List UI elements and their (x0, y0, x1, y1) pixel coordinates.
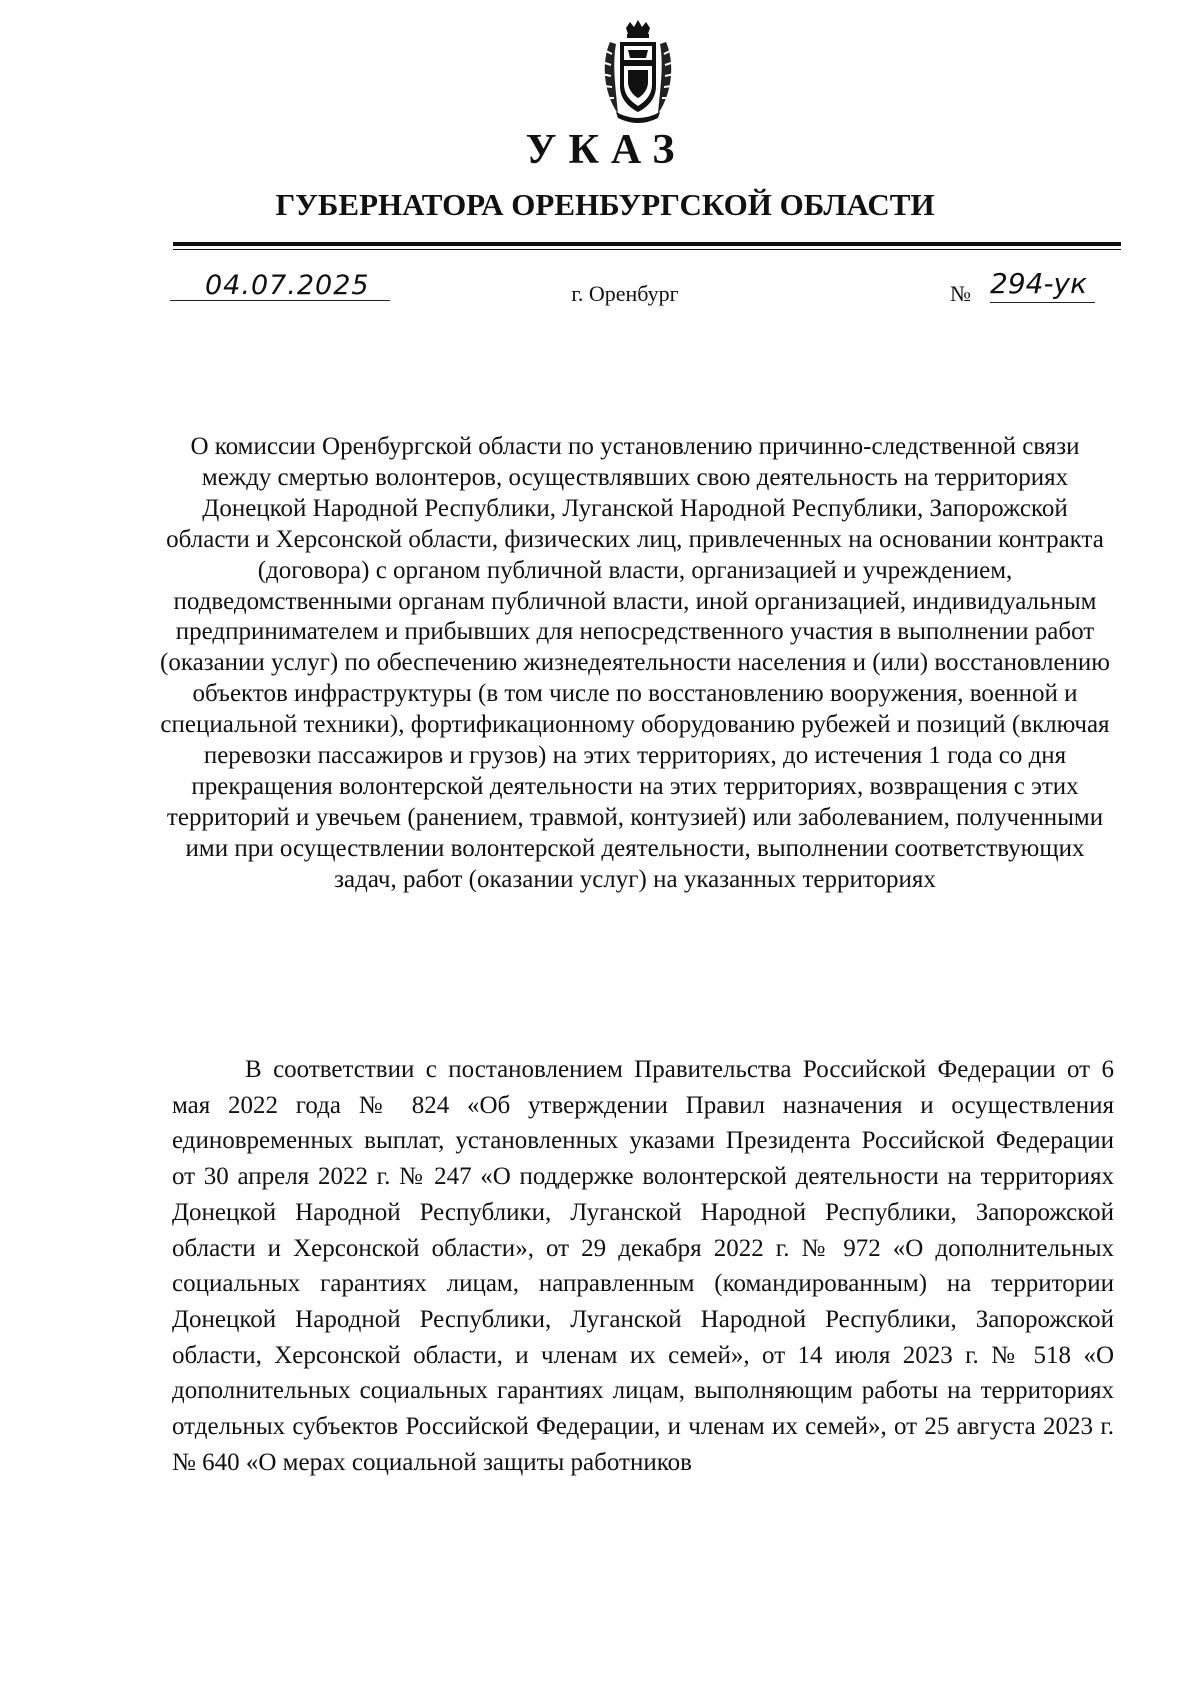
number-sign: № (950, 281, 971, 306)
document-number: 294-ук (990, 267, 1088, 300)
issuing-authority-heading: ГУБЕРНАТОРА ОРЕНБУРГСКОЙ ОБЛАСТИ (275, 187, 935, 222)
document-body-paragraph: В соответствии с постановлением Правительства Российской Федерации от 6 мая 2022 года № 824 «Об утверждении Правил назначения и осуществления единовременных выплат, установленных указами Президента Российской Федерации от 30 апреля 2022 г. № 247 «О поддержке волонтерской деятельности на территориях Донецкой Народной Республики, Луганской Народной Республики, Запорожской области и Херсонской области», от 29 декабря 2022 г. № 972 «О дополнительных социальных гарантиях лицам, направленным (командированным) на территории Донецкой Народной Республики, Луганской Народной Республики, Запорожской области, Херсонской области, и членам их семей», от 14 июля 2023 г. № 518 «О дополнительных социальных гарантиях лицам, выполняющим работы на территориях отдельных субъектов Российской Федерации, и членам их семей», от 25 августа 2023 г. № 640 «О мерах социальной защиты работников (172, 1056, 1114, 1476)
issue-date: 04.07.2025 (205, 270, 370, 301)
coat-of-arms-icon (596, 20, 680, 124)
document-kind-heading: УКАЗ (525, 127, 687, 173)
issue-city: г. Оренбург (571, 281, 679, 306)
header-divider-thin (173, 249, 1121, 250)
number-underline (990, 302, 1095, 303)
document-title: О комиссии Оренбургской области по установлению причинно-следственной связи между смертью волонтеров, осуществлявших свою деятельность на территориях Донецкой Народной Республики, Луганской Народной Республики, Запорожской области и Херсонской области, физических лиц, привлеченных на основании контракта (договора) с органом публичной власти, организацией и учреждением, подведомственными органам публичной власти, иной организацией, индивидуальным предпринимателем и прибывших для непосредственного участия в выполнении работ (оказании услуг) по обеспечению жизнедеятельности населения и (или) восстановлению объектов инфраструктуры (в том числе по восстановлению вооружения, военной и специальной техники), фортификационному оборудованию рубежей и позиций (включая перевозки пассажиров и грузов) на этих территориях, до истечения 1 года со дня прекращения волонтерской деятельности на этих территориях, возвращения с этих территорий и увечьем (ранением, травмой, контузией) или заболеванием, полученными ими при осуществлении волонтерской деятельности, выполнении соответствующих задач, работ (оказании услуг) на указанных территориях (160, 433, 1110, 893)
header-divider-thick (173, 242, 1121, 246)
